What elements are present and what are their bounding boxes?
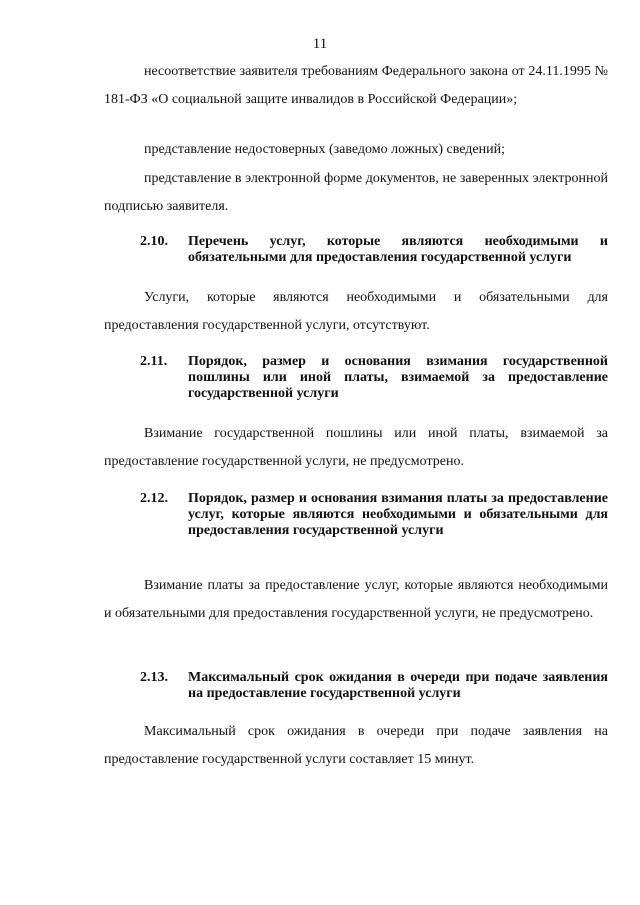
- section-number: 2.11.: [140, 354, 168, 369]
- intro-paragraph-1: [104, 58, 608, 114]
- section-title: Максимальный срок ожидания в очереди при подаче заявления на предоставление государственной услуги: [188, 670, 608, 701]
- section-heading-2-13: [140, 670, 608, 702]
- intro-paragraph-3: [104, 165, 608, 221]
- section-body-text: Максимальный срок ожидания в очереди при подаче заявления на предоставление государственной услуги составляет 15 минут.: [104, 724, 608, 767]
- section-body-2-11: [104, 420, 608, 476]
- section-title: Порядок, размер и основания взимания государственной пошлины или иной платы, взимаемой за предоставление государственной услуги: [188, 354, 608, 401]
- section-body-2-13: [104, 718, 608, 774]
- section-number: 2.13.: [140, 670, 168, 685]
- intro-paragraph-2: [104, 136, 608, 164]
- section-number: 2.10.: [140, 234, 168, 249]
- page-number: 11: [312, 36, 328, 52]
- intro-text-2: представление недостоверных (заведомо ложных) сведений;: [144, 142, 505, 157]
- section-body-text: Взимание государственной пошлины или иной платы, взимаемой за предоставление государственной услуги, не предусмотрено.: [104, 426, 608, 469]
- intro-text-1: несоответствие заявителя требованиям Федерального закона от 24.11.1995 № 181-ФЗ «О социальной защите инвалидов в Российской Федерации»;: [104, 64, 608, 107]
- section-body-2-10: [104, 284, 608, 340]
- section-heading-2-10: [140, 234, 608, 266]
- section-title: Порядок, размер и основания взимания платы за предоставление услуг, которые являются необходимыми и обязательными для предоставления государственной услуги: [188, 491, 608, 538]
- section-title: Перечень услуг, которые являются необходимыми и обязательными для предоставления государственной услуги: [188, 234, 608, 265]
- section-heading-2-11: [140, 354, 608, 402]
- section-number: 2.12.: [140, 491, 168, 506]
- section-body-2-12: [104, 572, 608, 628]
- section-body-text: Услуги, которые являются необходимыми и обязательными для предоставления государственной услуги, отсутствуют.: [104, 290, 608, 333]
- section-body-text: Взимание платы за предоставление услуг, которые являются необходимыми и обязательными для предоставления государственной услуги, не предусмотрено.: [104, 578, 608, 621]
- section-heading-2-12: [140, 491, 608, 539]
- intro-text-3: представление в электронной форме документов, не заверенных электронной подписью заявителя.: [104, 171, 608, 214]
